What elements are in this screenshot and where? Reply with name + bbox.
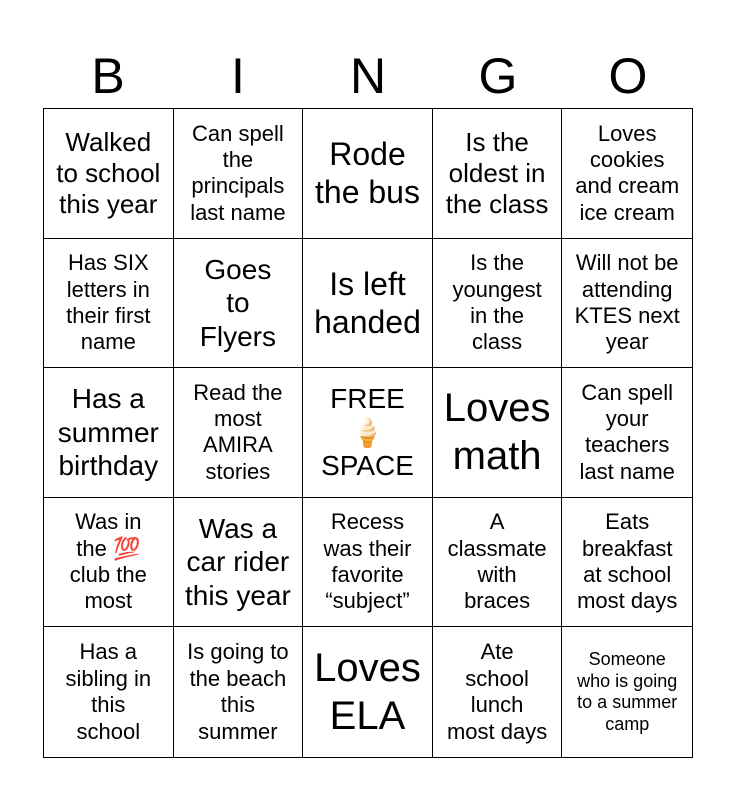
bingo-cell-3-2[interactable]	[174, 368, 304, 498]
header-letter-b: B	[91, 48, 125, 104]
cell-text: Rode the bus	[315, 135, 420, 211]
bingo-cell-3-5[interactable]	[562, 368, 692, 498]
bingo-cell-1-1[interactable]	[44, 109, 174, 239]
bingo-cell-4-2[interactable]	[174, 498, 304, 628]
bingo-cell-5-4[interactable]	[433, 627, 563, 757]
bingo-board	[43, 108, 693, 758]
cell-text: Read the most AMIRA stories	[193, 379, 283, 484]
bingo-cell-free-space[interactable]	[303, 368, 433, 498]
cell-text: Loves ELA	[314, 646, 421, 739]
cell-text: Recess was their favorite “subject”	[323, 509, 412, 614]
cell-text: Has a sibling in this school	[65, 639, 152, 744]
cell-text: A classmate with braces	[447, 509, 547, 614]
bingo-cell-5-2[interactable]	[174, 627, 304, 757]
bingo-cell-1-4[interactable]	[433, 109, 563, 239]
bingo-cell-4-4[interactable]	[433, 498, 563, 628]
header-letter-i: I	[231, 48, 245, 104]
bingo-cell-3-4[interactable]	[433, 368, 563, 498]
bingo-cell-1-2[interactable]	[174, 109, 304, 239]
bingo-cell-2-3[interactable]	[303, 239, 433, 369]
cell-text: Eats breakfast at school most days	[577, 509, 678, 614]
cell-text: FREE 🍦 SPACE	[321, 383, 414, 482]
cell-text: Was a car rider this year	[184, 512, 291, 611]
cell-text: Loves cookies and cream ice cream	[575, 120, 680, 225]
bingo-cell-4-5[interactable]	[562, 498, 692, 628]
cell-text: Someone who is going to a summer camp	[577, 649, 678, 734]
bingo-cell-2-2[interactable]	[174, 239, 304, 369]
cell-text: Goes to Flyers	[199, 253, 276, 352]
cell-text: Can spell the principals last name	[190, 120, 286, 225]
cell-text: Will not be attending KTES next year	[574, 250, 680, 355]
bingo-cell-2-5[interactable]	[562, 239, 692, 369]
cell-text: Ate school lunch most days	[446, 639, 548, 744]
cell-text: Is left handed	[314, 265, 421, 340]
cell-text: Loves math	[443, 386, 551, 479]
bingo-cell-2-4[interactable]	[433, 239, 563, 369]
bingo-cell-1-5[interactable]	[562, 109, 692, 239]
bingo-cell-3-1[interactable]	[44, 368, 174, 498]
cell-text: Can spell your teachers last name	[579, 379, 675, 484]
cell-text: Walked to school this year	[56, 126, 161, 219]
bingo-cell-5-5[interactable]	[562, 627, 692, 757]
header-letter-o: O	[608, 48, 648, 104]
cell-text: Was in the 💯 club the most	[69, 509, 147, 614]
bingo-cell-5-1[interactable]	[44, 627, 174, 757]
bingo-cell-1-3[interactable]	[303, 109, 433, 239]
cell-text: Has SIX letters in their first name	[66, 250, 151, 355]
cell-text: Has a summer birthday	[57, 383, 159, 482]
header-letter-g: G	[478, 48, 518, 104]
cell-text: Is the youngest in the class	[452, 250, 542, 355]
bingo-cell-4-1[interactable]	[44, 498, 174, 628]
bingo-cell-2-1[interactable]	[44, 239, 174, 369]
bingo-cell-5-3[interactable]	[303, 627, 433, 757]
cell-text: Is going to the beach this summer	[187, 639, 289, 744]
cell-text: Is the oldest in the class	[445, 126, 549, 219]
header-letter-n: N	[349, 48, 387, 104]
bingo-cell-4-3[interactable]	[303, 498, 433, 628]
bingo-header	[43, 44, 693, 108]
